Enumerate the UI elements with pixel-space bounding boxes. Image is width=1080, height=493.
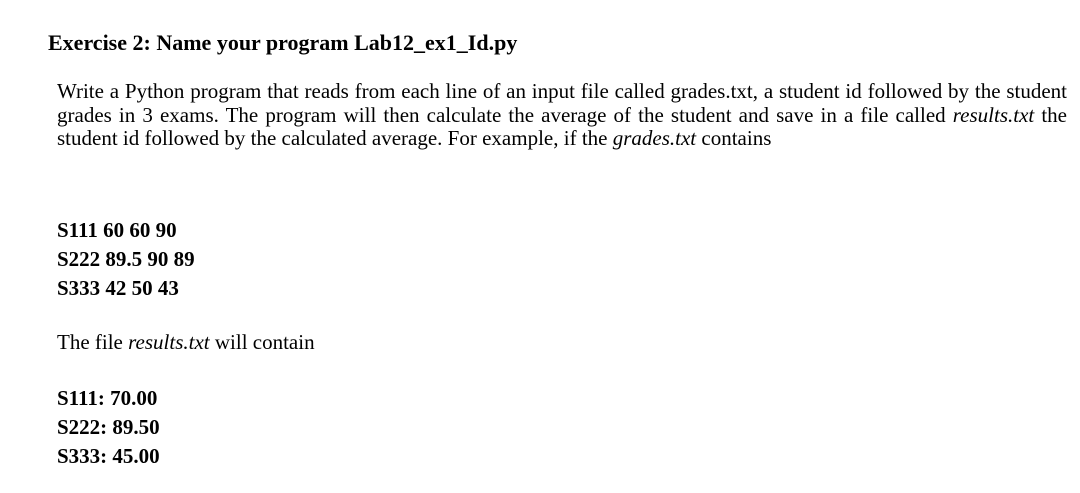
results-intro-filename: results.txt (128, 330, 210, 354)
results-filename: results.txt (952, 102, 1035, 127)
exercise-description (57, 80, 1067, 151)
grades-file-example (57, 216, 195, 303)
results-line: S111: 70.00 (57, 386, 158, 410)
grades-filename: grades.txt (612, 126, 697, 150)
exercise-title: Exercise 2: Name your program Lab12_ex1_Id.py (48, 30, 518, 55)
grades-line: S111 60 60 90 (57, 218, 177, 242)
results-line: S333: 45.00 (57, 444, 160, 468)
grades-line: S222 89.5 90 89 (57, 247, 195, 271)
results-intro-after: will contain (209, 330, 315, 354)
description-text-2: the student id followed by the calculated average. For example, if the (57, 102, 1068, 150)
description-text-1: Write a Python program that reads from each line of an input file called grades.txt, a student id followed by the student grades in 3 exams. The program will then calculate the average of the student and save in a file called (57, 79, 1067, 127)
results-intro (57, 328, 315, 357)
description-text-3: contains (696, 126, 772, 150)
results-line: S222: 89.50 (57, 415, 160, 439)
grades-line: S333 42 50 43 (57, 276, 179, 300)
results-intro-before: The file (57, 330, 129, 354)
results-file-example (57, 384, 160, 471)
